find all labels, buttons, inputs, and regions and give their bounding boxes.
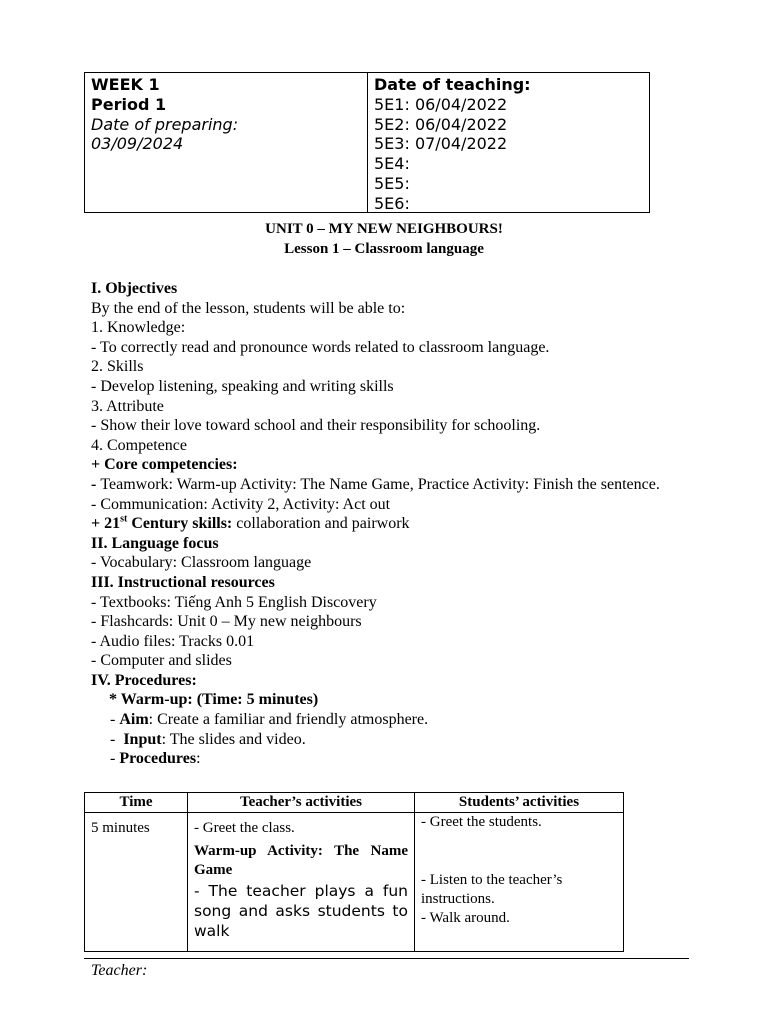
century-label: Century skills:: [127, 515, 233, 533]
century-plus: + 21: [91, 515, 121, 533]
class-date: 5E1: 06/04/2022: [374, 94, 508, 114]
resource-item: - Audio files: Tracks 0.01: [91, 632, 255, 650]
footer-divider: [84, 958, 689, 959]
input-line: - Input: The slides and video.: [110, 730, 306, 748]
communication-text: - Communication: Activity 2, Activity: Act out: [91, 495, 391, 513]
teacher-cell: [188, 813, 415, 952]
input-text: : The slides and video.: [161, 730, 306, 748]
century-skills-line: [91, 514, 681, 534]
aim-label: Aim: [119, 711, 149, 729]
aim-text: : Create a familiar and friendly atmosphere.: [148, 711, 429, 729]
century-value: collaboration and pairwork: [232, 515, 410, 533]
knowledge-text: - To correctly read and pronounce words related to classroom language.: [91, 338, 550, 356]
class-date: 5E4:: [374, 154, 410, 174]
class-date: 5E3: 07/04/2022: [374, 134, 508, 154]
teacher-activity-title: Warm-up Activity: The Name Game: [194, 843, 408, 878]
teaching-label: Date of teaching:: [374, 75, 531, 94]
week-label: WEEK 1: [91, 75, 160, 94]
time-cell: [85, 813, 188, 952]
lesson-header-table: [84, 72, 650, 213]
class-date: 5E5:: [374, 173, 410, 193]
procedures-colon: :: [196, 750, 201, 768]
skills-heading: 2. Skills: [91, 358, 144, 376]
teamwork-body: Teamwork: Warm-up Activity: The Name Game, Practice Activity: Finish the sentence.: [100, 475, 660, 493]
aim-line: - Aim: Create a familiar and friendly atmosphere.: [110, 711, 429, 729]
class-date: 5E2: 06/04/2022: [374, 114, 508, 134]
students-cell: [415, 813, 624, 952]
objectives-heading: I. Objectives: [91, 280, 178, 297]
input-label: Input: [123, 730, 162, 748]
table-row: [85, 813, 624, 952]
teamwork-dash: -: [91, 475, 101, 493]
competence-heading: 4. Competence: [91, 436, 187, 454]
resource-item: - Flashcards: Unit 0 – My new neighbours: [91, 613, 362, 631]
header-left-cell: [85, 73, 368, 212]
attribute-heading: 3. Attribute: [91, 397, 164, 415]
resources-heading: III. Instructional resources: [91, 573, 275, 591]
teacher-song-text: - The teacher plays a fun song and asks students to walk: [194, 882, 408, 940]
teacher-greet: - Greet the class.: [194, 820, 295, 836]
objectives-intro: By the end of the lesson, students will be able to:: [91, 299, 406, 317]
footer-teacher: Teacher:: [91, 962, 148, 979]
header-right-cell: [368, 73, 649, 212]
resource-item: - Textbooks: Tiếng Anh 5 English Discovery: [91, 593, 377, 611]
lesson-plan-body: [91, 279, 681, 769]
student-listen: - Listen to the teacher’s instructions.: [421, 872, 563, 907]
procedures-table: [84, 792, 624, 952]
warmup-heading: * Warm-up: (Time: 5 minutes): [109, 691, 319, 709]
time-header: Time: [85, 793, 188, 813]
attribute-text: - Show their love toward school and their responsibility for schooling.: [91, 417, 541, 435]
procedures-heading: IV. Procedures:: [91, 671, 197, 689]
teacher-header: Teacher’s activities: [188, 793, 415, 813]
procedures-line: - Procedures:: [110, 750, 201, 768]
language-heading: II. Language focus: [91, 534, 219, 552]
resource-item: - Computer and slides: [91, 652, 232, 670]
preparing-date: 03/09/2024: [91, 134, 184, 154]
period-label: Period 1: [91, 94, 167, 114]
preparing-label: Date of preparing:: [91, 114, 239, 134]
class-date: 5E6:: [374, 193, 410, 213]
student-walk: - Walk around.: [421, 910, 510, 926]
skills-text: - Develop listening, speaking and writing skills: [91, 377, 394, 395]
knowledge-heading: 1. Knowledge:: [91, 319, 186, 337]
core-competencies-heading: + Core competencies:: [91, 456, 238, 474]
table-header-row: [85, 793, 624, 813]
time-value: 5 minutes: [91, 820, 150, 836]
lesson-title: Lesson 1 – Classroom language: [284, 241, 484, 257]
students-header: Students’ activities: [415, 793, 624, 813]
vocabulary-text: - Vocabulary: Classroom language: [91, 554, 312, 572]
unit-title: UNIT 0 – MY NEW NEIGHBOURS!: [265, 221, 503, 237]
procedures-label: Procedures: [119, 750, 197, 768]
century-sup: st: [120, 513, 128, 525]
student-greet: - Greet the students.: [421, 814, 542, 830]
teamwork-text: [91, 475, 681, 495]
